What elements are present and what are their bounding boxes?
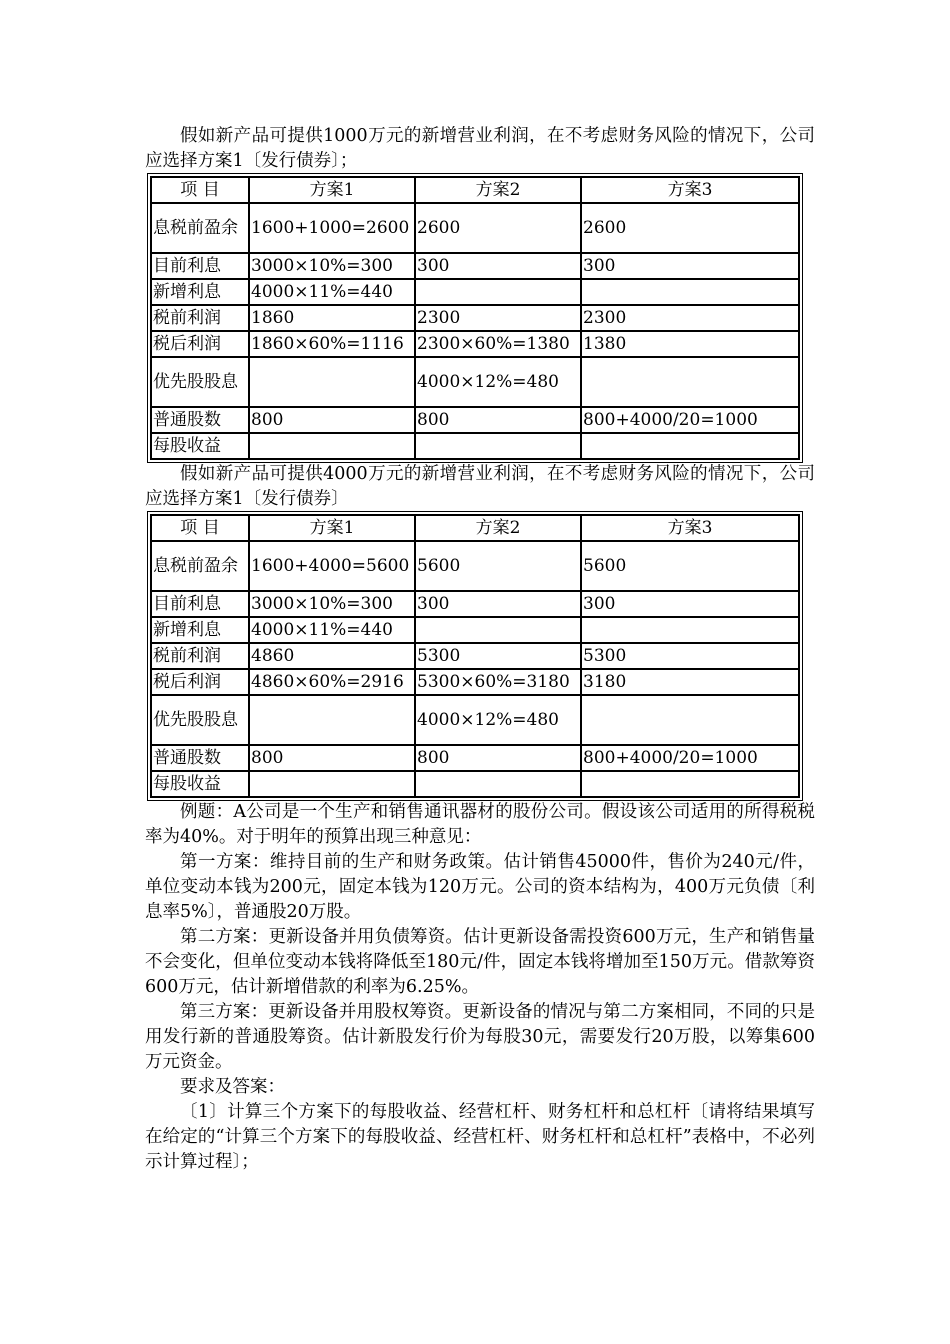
table-cell: 4000×12%=480 [415,695,581,745]
table-row [151,591,799,617]
table-cell: 4000×11%=440 [249,279,415,305]
table-row [151,669,799,695]
table-row [151,203,799,253]
row-label: 税前利润 [151,305,249,331]
table-cell [415,617,581,643]
section1-table [150,176,800,460]
table-cell [581,771,799,797]
table-row [151,305,799,331]
table-cell: 1600+4000=5600 [249,541,415,591]
table-cell: 5600 [415,541,581,591]
table-cell: 4860 [249,643,415,669]
table-header-row [151,177,799,203]
header-cell: 方案2 [415,515,581,541]
row-label: 每股收益 [151,433,249,459]
table-row [151,357,799,407]
header-cell: 方案1 [249,177,415,203]
table-cell: 300 [581,253,799,279]
table-row [151,617,799,643]
row-label: 每股收益 [151,771,249,797]
table-cell [415,433,581,459]
plan-one-paragraph: 第一方案：维持目前的生产和财务政策。估计销售45000件，售价为240元/件，单位变动本钱为200元，固定本钱为120万元。公司的资本结构为，400万元负债〔利息率5%〕，普通股20万股。 [145,852,815,922]
table-cell: 4860×60%=2916 [249,669,415,695]
table-cell: 3180 [581,669,799,695]
row-label: 新增利息 [151,617,249,643]
row-label: 优先股股息 [151,695,249,745]
plan-two-paragraph: 第二方案：更新设备并用负债筹资。估计更新设备需投资600万元，生产和销售量不会变化，但单位变动本钱将降低至180元/件，固定本钱将增加至150万元。借款筹资600万元，估计新增借款的利率为6.25%。 [145,927,815,997]
header-cell: 项 目 [151,177,249,203]
table-cell [581,279,799,305]
table-cell: 5300 [415,643,581,669]
table-row [151,279,799,305]
row-label: 息税前盈余 [151,203,249,253]
table-cell: 2300 [415,305,581,331]
table-row [151,541,799,591]
question-one-paragraph: 〔1〕计算三个方案下的每股收益、经营杠杆、财务杠杆和总杠杆〔请将结果填写在给定的“计算三个方案下的每股收益、经营杠杆、财务杠杆和总杠杆”表格中，不必列示计算过程〕； [145,1102,815,1172]
table-cell: 800+4000/20=1000 [581,745,799,771]
table-cell [581,433,799,459]
section2-table [150,514,800,798]
row-label: 目前利息 [151,253,249,279]
table-cell: 5300×60%=3180 [415,669,581,695]
table-cell: 1860 [249,305,415,331]
table-cell: 5300 [581,643,799,669]
table-row [151,433,799,459]
table-cell: 800+4000/20=1000 [581,407,799,433]
header-cell: 项 目 [151,515,249,541]
row-label: 新增利息 [151,279,249,305]
table-cell: 1380 [581,331,799,357]
header-cell: 方案3 [581,515,799,541]
table-cell: 2300 [581,305,799,331]
table-cell [249,771,415,797]
table-cell [581,617,799,643]
row-label: 税前利润 [151,643,249,669]
table-cell: 300 [415,253,581,279]
table-cell [581,357,799,407]
row-label: 普通股数 [151,407,249,433]
table-cell [415,279,581,305]
row-label: 税后利润 [151,669,249,695]
table-row [151,331,799,357]
plan-three-paragraph: 第三方案：更新设备并用股权筹资。更新设备的情况与第二方案相同，不同的只是用发行新的普通股筹资。估计新股发行价为每股30元，需要发行20万股，以筹集600万元资金。 [145,1002,815,1072]
requirements-heading: 要求及答案： [180,1077,285,1097]
row-label: 优先股股息 [151,357,249,407]
table-cell: 4000×11%=440 [249,617,415,643]
table-header-row [151,515,799,541]
section1-intro: 假如新产品可提供1000万元的新增营业利润，在不考虑财务风险的情况下，公司应选择方案1〔发行债券〕； [145,126,815,171]
table-cell: 800 [415,745,581,771]
table-row [151,253,799,279]
table-cell: 300 [415,591,581,617]
table-cell: 1600+1000=2600 [249,203,415,253]
header-cell: 方案3 [581,177,799,203]
table-cell: 3000×10%=300 [249,591,415,617]
table-row [151,745,799,771]
table-cell [249,357,415,407]
table-row [151,643,799,669]
table-cell [249,433,415,459]
table-cell: 5600 [581,541,799,591]
table-cell [581,695,799,745]
table-cell: 3000×10%=300 [249,253,415,279]
section2-intro: 假如新产品可提供4000万元的新增营业利润，在不考虑财务风险的情况下，公司应选择方案1〔发行债券〕 [145,464,815,509]
table-cell: 800 [249,745,415,771]
example-paragraph: 例题：A公司是一个生产和销售通讯器材的股份公司。假设该公司适用的所得税税率为40%。对于明年的预算出现三种意见： [145,802,815,847]
table-cell: 2300×60%=1380 [415,331,581,357]
table-cell: 800 [249,407,415,433]
row-label: 税后利润 [151,331,249,357]
table-cell: 1860×60%=1116 [249,331,415,357]
table-cell [415,771,581,797]
table-row [151,695,799,745]
header-cell: 方案1 [249,515,415,541]
table-cell: 2600 [415,203,581,253]
table-cell: 4000×12%=480 [415,357,581,407]
table-cell: 2600 [581,203,799,253]
table-cell [249,695,415,745]
table-row [151,407,799,433]
row-label: 目前利息 [151,591,249,617]
document-page [145,124,815,1175]
table-cell: 300 [581,591,799,617]
table-cell: 800 [415,407,581,433]
header-cell: 方案2 [415,177,581,203]
row-label: 息税前盈余 [151,541,249,591]
row-label: 普通股数 [151,745,249,771]
table-row [151,771,799,797]
